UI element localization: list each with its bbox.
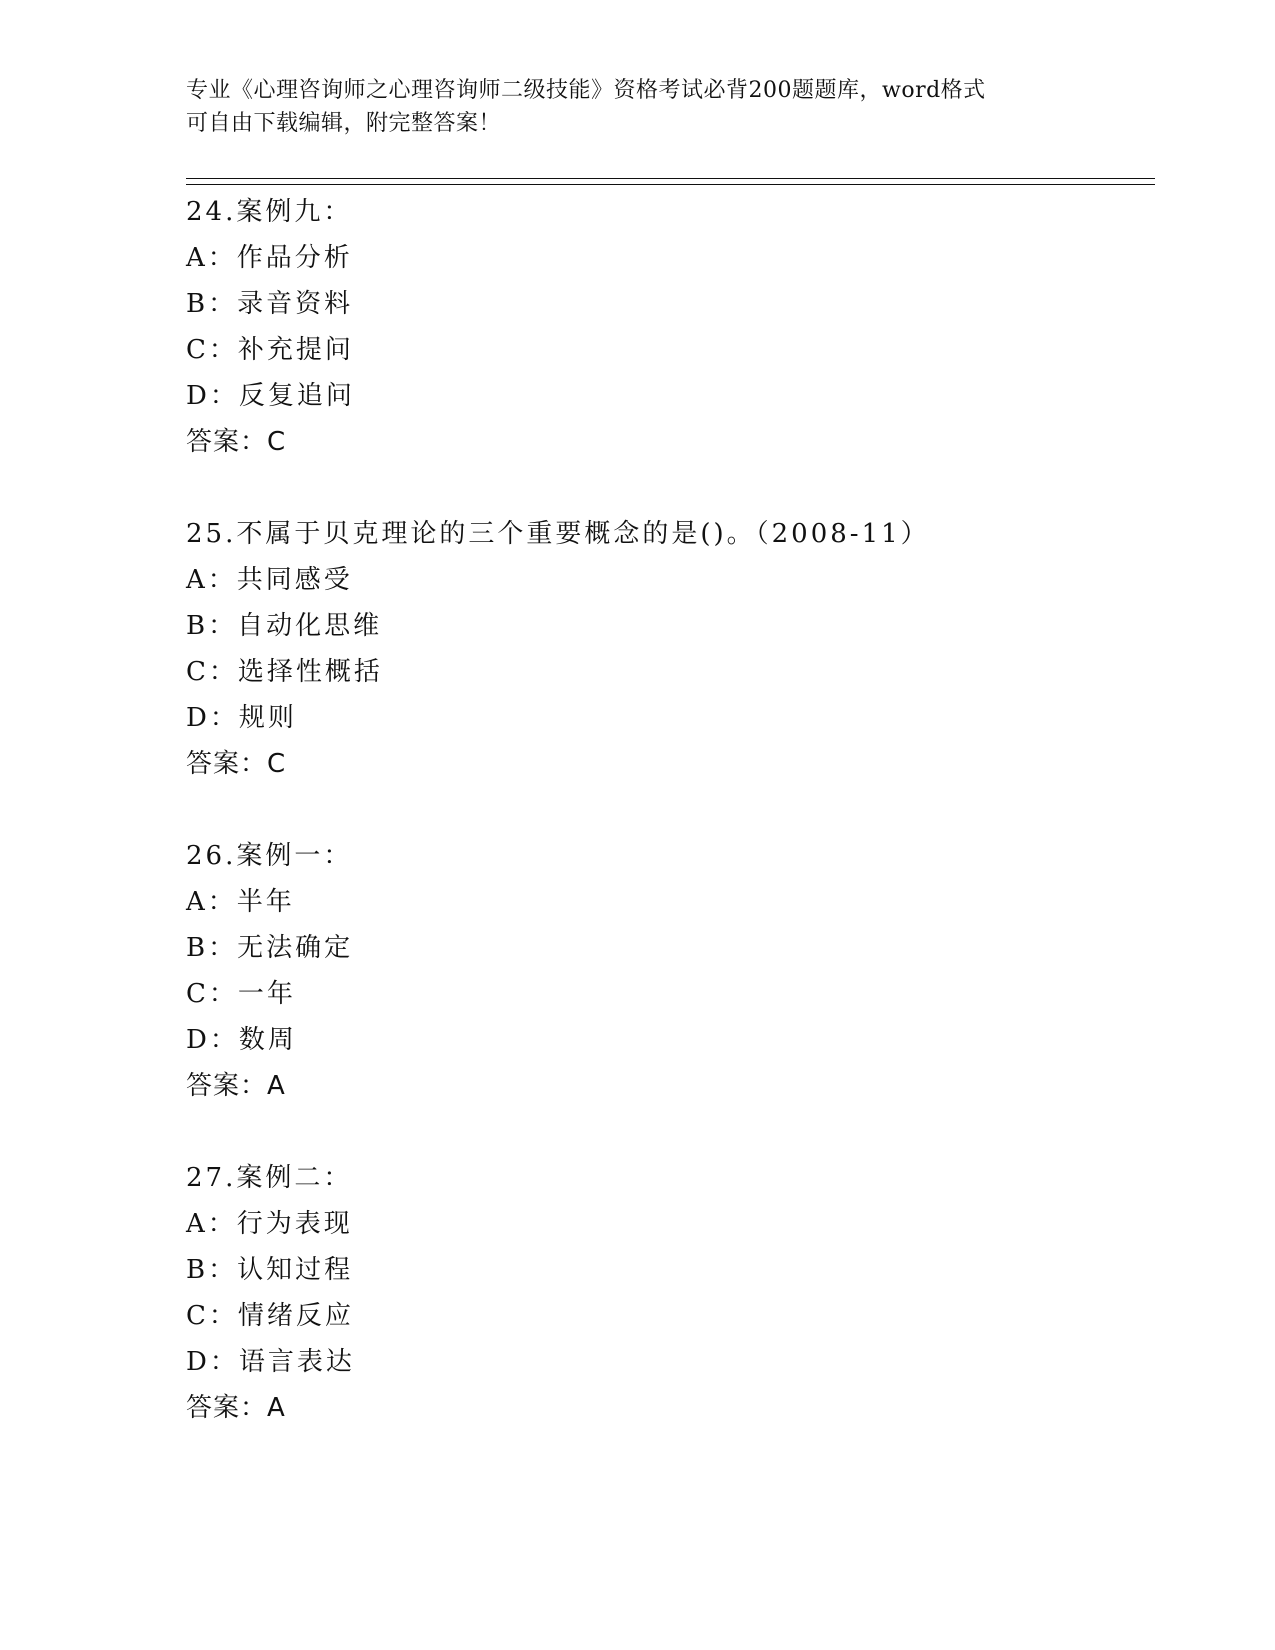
- question-stem: 26.案例一：: [186, 841, 353, 871]
- question-25: [186, 511, 1146, 787]
- question-27: [186, 1155, 1146, 1431]
- option-b: B：录音资料: [186, 289, 354, 319]
- answer-line: 答案：A: [186, 1071, 286, 1101]
- option-c: C：情绪反应: [186, 1301, 354, 1331]
- question-list: [186, 189, 1146, 1477]
- header-divider-bottom: [186, 184, 1155, 185]
- option-a: A：共同感受: [186, 565, 353, 595]
- option-d: D：数周: [186, 1025, 297, 1055]
- question-stem: 24.案例九：: [186, 197, 353, 227]
- question-24: [186, 189, 1146, 465]
- answer-line: 答案：C: [186, 749, 287, 779]
- option-d: D：反复追问: [186, 381, 355, 411]
- option-a: A：半年: [186, 887, 295, 917]
- question-stem: 25.不属于贝克理论的三个重要概念的是()。（2008-11）: [186, 519, 930, 549]
- option-c: C：一年: [186, 979, 296, 1009]
- option-b: B：自动化思维: [186, 611, 383, 641]
- option-c: C：补充提问: [186, 335, 354, 365]
- header-line-1: 专业《心理咨询师之心理咨询师二级技能》资格考试必背200题题库，word格式: [186, 78, 986, 103]
- option-a: A：作品分析: [186, 243, 353, 273]
- document-header: [186, 74, 1086, 140]
- option-a: A：行为表现: [186, 1209, 353, 1239]
- option-d: D：语言表达: [186, 1347, 355, 1377]
- question-26: [186, 833, 1146, 1109]
- option-d: D：规则: [186, 703, 297, 733]
- option-c: C：选择性概括: [186, 657, 383, 687]
- answer-line: 答案：A: [186, 1393, 286, 1423]
- header-divider-top: [186, 178, 1155, 179]
- answer-line: 答案：C: [186, 427, 287, 457]
- option-b: B：无法确定: [186, 933, 354, 963]
- question-stem: 27.案例二：: [186, 1163, 353, 1193]
- header-line-2: 可自由下载编辑，附完整答案！: [186, 111, 502, 136]
- option-b: B：认知过程: [186, 1255, 354, 1285]
